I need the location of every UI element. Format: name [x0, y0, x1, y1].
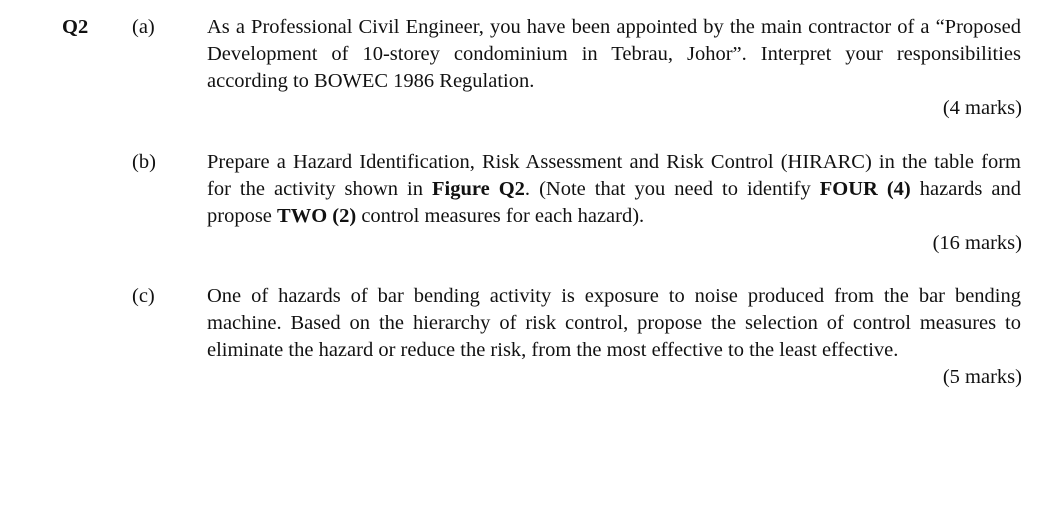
part-b-text-segment: control measures for each hazard).: [356, 205, 645, 227]
part-b-marks: (16 marks): [932, 232, 1022, 254]
part-b-text-segment: hazards and propose: [207, 178, 1021, 227]
question-part-b: [132, 149, 1022, 257]
hazard-count-emphasis: FOUR (4): [819, 178, 911, 200]
question-number: Q2: [62, 16, 89, 38]
question-part-a: [132, 14, 1022, 122]
part-a-label: (a): [132, 16, 155, 38]
part-a-text: As a Professional Civil Engineer, you have been appointed by the main contractor of a “Proposed Development of 10-storey condominium in Tebrau, Johor”. Interpret your responsibilities according to BOWEC 1986 Regulation.: [207, 16, 1021, 92]
part-b-text-segment: . (Note that you need to identify: [524, 178, 820, 200]
part-b-text: [207, 149, 1021, 230]
figure-reference: Figure Q2: [432, 178, 525, 200]
question-part-c: [132, 283, 1022, 391]
part-c-marks: (5 marks): [942, 366, 1022, 388]
part-c-text: One of hazards of bar bending activity is exposure to noise produced from the bar bending machine. Based on the hierarchy of risk control, propose the selection of control measures to eliminate the hazard or reduce the risk, from the most effective to the least effective.: [207, 285, 1021, 361]
part-b-text-segment: Prepare a Hazard Identification, Risk Assessment and Risk Control (HIRARC) in the table form for the activity shown in: [207, 151, 1021, 200]
part-b-label: (b): [132, 151, 156, 173]
part-c-label: (c): [132, 285, 155, 307]
control-count-emphasis: TWO (2): [277, 205, 357, 227]
part-a-marks: (4 marks): [942, 97, 1022, 119]
